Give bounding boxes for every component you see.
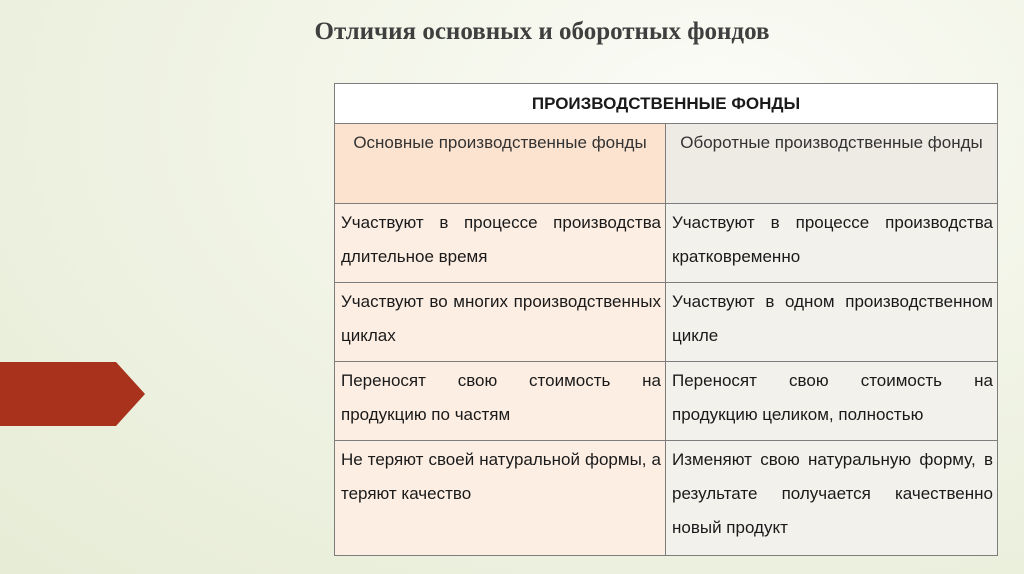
comparison-table bbox=[334, 83, 998, 556]
page-title: Отличия основных и оборотных фондов bbox=[314, 18, 770, 45]
table-row bbox=[335, 283, 998, 362]
table-cell: Переносят свою стоимость на продукцию по частям bbox=[335, 362, 666, 441]
table-cell: Участвуют во многих производственных циклах bbox=[335, 283, 666, 362]
table-cell: Участвуют в процессе производства кратковременно bbox=[666, 204, 998, 283]
table-cell: Изменяют свою натуральную форму, в результате получается качественно новый продукт bbox=[666, 441, 998, 556]
column-header-working-assets: Оборотные производственные фонды bbox=[666, 124, 998, 204]
table-row bbox=[335, 204, 998, 283]
table-cell: Переносят свою стоимость на продукцию целиком, полностью bbox=[666, 362, 998, 441]
table-cell: Участвуют в одном производственном цикле bbox=[666, 283, 998, 362]
table-cell: Не теряют своей натуральной формы, а теряют качество bbox=[335, 441, 666, 556]
table-cell: Участвуют в процессе производства длительное время bbox=[335, 204, 666, 283]
column-header-fixed-assets: Основные производственные фонды bbox=[335, 124, 666, 204]
decorative-arrow bbox=[0, 362, 145, 426]
table-header: ПРОИЗВОДСТВЕННЫЕ ФОНДЫ bbox=[335, 84, 998, 124]
table-row bbox=[335, 362, 998, 441]
table-row bbox=[335, 441, 998, 556]
